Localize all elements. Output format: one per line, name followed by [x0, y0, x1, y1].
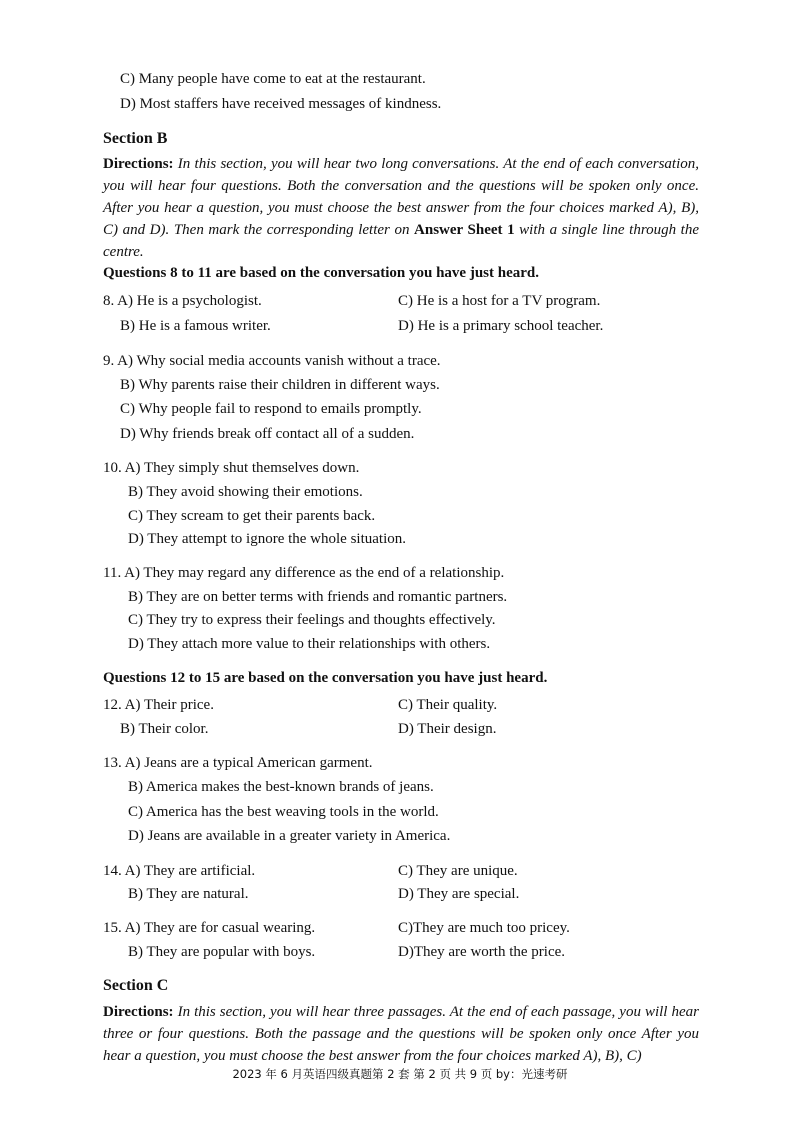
q8-option-c: C) He is a host for a TV program. — [398, 293, 601, 309]
q14-option-a: 14. A) They are artificial. — [103, 863, 256, 879]
q8-option-a: 8. A) He is a psychologist. — [103, 293, 262, 309]
q14-option-b: B) They are natural. — [128, 886, 249, 902]
q14-option-d: D) They are special. — [398, 886, 520, 902]
q15-option-b: B) They are popular with boys. — [128, 944, 316, 960]
directions-text: In this section, you will hear three passages. At the end of each passage, you will hear three or four questions. Both the passage and the questions will be spoken only once After you hear a question, you must choose the best answer from the four choices marked A), B), C) — [103, 1004, 699, 1064]
directions-text-end: with a single line through the centre. — [103, 222, 700, 260]
q11-option-c: C) They try to express their feelings and thoughts effectively. — [128, 612, 496, 628]
q12-option-d: D) Their design. — [398, 721, 497, 737]
q11-option-d: D) They attach more value to their relationships with others. — [128, 636, 491, 652]
q12-option-c: C) Their quality. — [398, 697, 498, 713]
q15-option-d: D)They are worth the price. — [398, 944, 566, 960]
q8-option-d: D) He is a primary school teacher. — [398, 318, 604, 334]
q10-option-c: C) They scream to get their parents back. — [128, 508, 376, 524]
q15-option-c: C)They are much too pricey. — [398, 920, 570, 936]
answer-sheet-ref: Answer Sheet 1 — [414, 222, 515, 238]
option-line: C) Many people have come to eat at the restaurant. — [120, 71, 426, 87]
section-c-title: Section C — [103, 977, 169, 994]
q10-option-d: D) They attempt to ignore the whole situation. — [128, 531, 406, 547]
directions-text: In this section, you will hear two long conversations. At the end of each conversation, you will hear four questions. Both the conversation and the questions will be spoken only once. After you hear a question, you must choose the best answer from the four choices marked A), B), C) and D). Then mark the corresponding letter on — [103, 156, 700, 238]
q13-option-a: 13. A) Jeans are a typical American garment. — [103, 755, 373, 771]
q13-option-b: B) America makes the best-known brands of jeans. — [128, 779, 434, 795]
q15-option-a: 15. A) They are for casual wearing. — [103, 920, 316, 936]
page-footer: 2023 年 6 月英语四级真题第 2 套 第 2 页 共 9 页 by：光速考研 — [232, 1067, 568, 1081]
q9-option-a: 9. A) Why social media accounts vanish without a trace. — [103, 353, 441, 369]
q10-option-a: 10. A) They simply shut themselves down. — [103, 460, 360, 476]
q13-option-d: D) Jeans are available in a greater variety in America. — [128, 828, 451, 844]
q12-option-b: B) Their color. — [120, 721, 209, 737]
question-group-heading: Questions 8 to 11 are based on the conversation you have just heard. — [103, 265, 539, 281]
q13-option-c: C) America has the best weaving tools in the world. — [128, 804, 439, 820]
section-c-directions — [103, 1001, 699, 1067]
q10-option-b: B) They avoid showing their emotions. — [128, 484, 363, 500]
q9-option-c: C) Why people fail to respond to emails promptly. — [120, 401, 422, 417]
q12-option-a: 12. A) Their price. — [103, 697, 214, 713]
q9-option-d: D) Why friends break off contact all of a sudden. — [120, 426, 415, 442]
q9-option-b: B) Why parents raise their children in different ways. — [120, 377, 440, 393]
q14-option-c: C) They are unique. — [398, 863, 518, 879]
directions-label: Directions: — [103, 156, 174, 172]
q11-option-a: 11. A) They may regard any difference as the end of a relationship. — [103, 565, 505, 581]
section-b-title: Section B — [103, 130, 168, 147]
directions-label: Directions: — [103, 1004, 174, 1020]
option-line: D) Most staffers have received messages of kindness. — [120, 96, 442, 112]
q8-option-b: B) He is a famous writer. — [120, 318, 271, 334]
section-b-directions — [103, 153, 699, 263]
question-group-heading: Questions 12 to 15 are based on the conversation you have just heard. — [103, 670, 548, 686]
q11-option-b: B) They are on better terms with friends and romantic partners. — [128, 589, 508, 605]
